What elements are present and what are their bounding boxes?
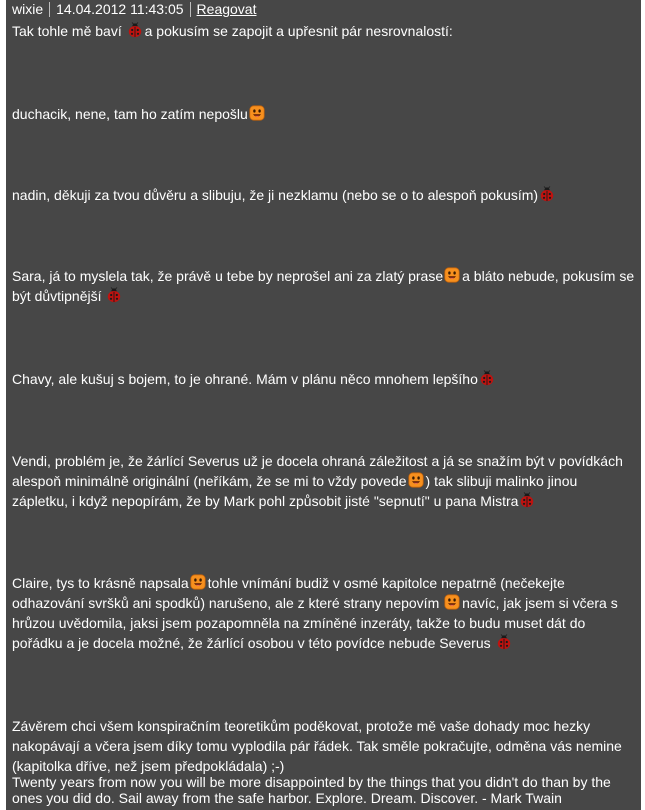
smile-emoticon-icon: [249, 105, 265, 121]
comment-paragraph: Závěrem chci všem konspiračním teoretikům poděkovat, protože mě vaše dohady moc hezky nakopávají a včera jsem díky tomu vyplodila pár řádek. Tak směle pokračujte, odměna vás nemine (kapitolka dříve, než jsem předpokládala) ;-): [12, 718, 622, 774]
header-divider: [49, 2, 50, 17]
smile-emoticon-icon: [408, 472, 424, 488]
comment-paragraph: Chavy, ale kušuj s bojem, to je ohrané. Mám v plánu něco mnohem lepšího: [12, 369, 635, 389]
comment-paragraph: duchacik, nene, tam ho zatím nepošlu: [12, 104, 635, 124]
comment-paragraph: Tak tohle mě baví a pokusím se zapojit a upřesnit pár nesrovnalostí:: [12, 23, 453, 39]
smile-emoticon-icon: [190, 574, 206, 590]
comment-header: [12, 0, 256, 19]
comment-author: wixie: [12, 1, 44, 17]
comment-post: [6, 0, 641, 810]
reply-link[interactable]: Reagovat: [196, 1, 257, 17]
smile-emoticon-icon: [444, 594, 460, 610]
comment-paragraph: Claire, tys to krásně napsala tohle vnímání budiž v osmé kapitolce nepatrně (nečekejte odhazování svršků ani spodků) narušeno, ale z které strany nepovím navíc, jak jsem si včera s hrůzou uvědomila, jaksi jsem pozapomněla na zmíněné inzeráty, takže to budu muset dát do pořádku a je docela možné, že žárlící osobou v této povídce nebude Severus: [12, 575, 618, 651]
ladybug-emoticon-icon: [106, 287, 122, 303]
comment-paragraph: nadin, děkuji za tvou důvěru a slibuju, že ji nezklamu (nebo se o to alespoň pokusím): [12, 185, 635, 205]
signature: Twenty years from now you will be more disappointed by the things that you didn't do than by the ones you did do. Sail away from the safe harbor. Explore. Dream. Discover. - Mark Twain: [12, 774, 611, 806]
ladybug-emoticon-icon: [479, 370, 495, 386]
ladybug-emoticon-icon: [519, 492, 535, 508]
header-divider: [190, 2, 191, 17]
ladybug-emoticon-icon: [127, 22, 143, 38]
smile-emoticon-icon: [444, 267, 460, 283]
comment-paragraph: Sara, já to myslela tak, že právě u tebe by neprošel ani za zlatý prase a bláto nebude, pokusím se být důvtipnější: [12, 268, 635, 304]
comment-paragraph: Vendi, problém je, že žárlící Severus už je docela ohraná záležitost a já se snažím být v povídkách alespoň minimálně originální (neříkám, že se mi to vždy povede ) tak slibuji malinko jinou zápletku, i když nepopírám, že by Mark pohl způsobit jisté "sepnutí" u pana Mistra: [12, 453, 623, 509]
ladybug-emoticon-icon: [539, 186, 555, 202]
comment-timestamp: 14.04.2012 11:43:05: [56, 1, 184, 17]
ladybug-emoticon-icon: [496, 634, 512, 650]
